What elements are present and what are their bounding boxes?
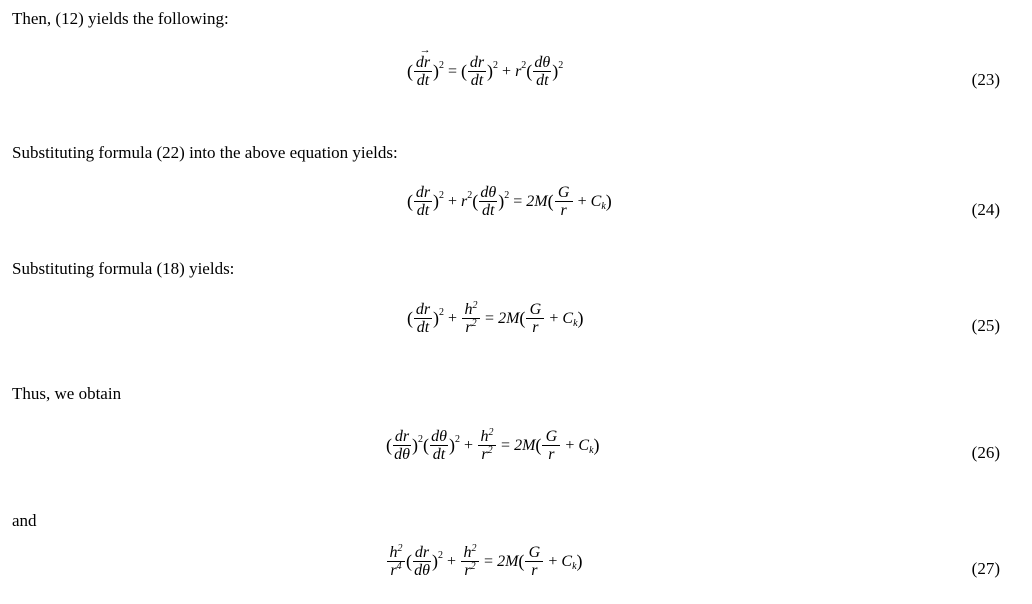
equation-number-27: (27): [971, 559, 1000, 578]
equation-27: $\frac{h^2}{r^4}$ ( $\frac{dr}{d\theta}$ ) $^2$ + $\frac{h^2}{r^2}$ = 2M ( $\frac{G}{r}$ + C $_k$ ): [386, 544, 583, 579]
equation-number-26: (26): [971, 443, 1000, 462]
paragraph-substituting-22: Substituting formula (22) into the above equation yields:: [12, 143, 398, 162]
paragraph-then: Then, (12) yields the following:: [12, 9, 229, 28]
paragraph-substituting-18: Substituting formula (18) yields:: [12, 259, 235, 278]
equation-number-24: (24): [971, 200, 1000, 219]
equation-number-23: (23): [971, 70, 1000, 89]
equation-24: ( $\frac{dr}{dt}$ ) $^2$ + r $^2$ ( $\frac{d\theta}{dt}$ ) $^2$ = 2M ( $\frac{G}{r}$ + C $_k$ ): [407, 184, 612, 219]
equation-25: ( $\frac{dr}{dt}$ ) $^2$ + $\frac{h^2}{r^2}$ = 2M ( $\frac{G}{r}$ + C $_k$ ): [407, 300, 584, 336]
paragraph-and: and: [12, 511, 37, 530]
equation-26: ( $\frac{dr}{d\theta}$ ) $^2$ ( $\frac{d\theta}{dt}$ ) $^2$ + $\frac{h^2}{r^2}$ = 2M ( $\frac{G}{r}$ + C $_k$ ): [386, 427, 600, 463]
equation-23: ( → $\frac{dr}{dt}$ ) $^2$ = ( $\frac{dr}{dt}$ ) $^2$ + r $^2$ ( $\frac{d\theta}{dt}$ ) $^2$: [407, 54, 563, 89]
equation-number-25: (25): [971, 316, 1000, 335]
paragraph-thus: Thus, we obtain: [12, 384, 122, 403]
